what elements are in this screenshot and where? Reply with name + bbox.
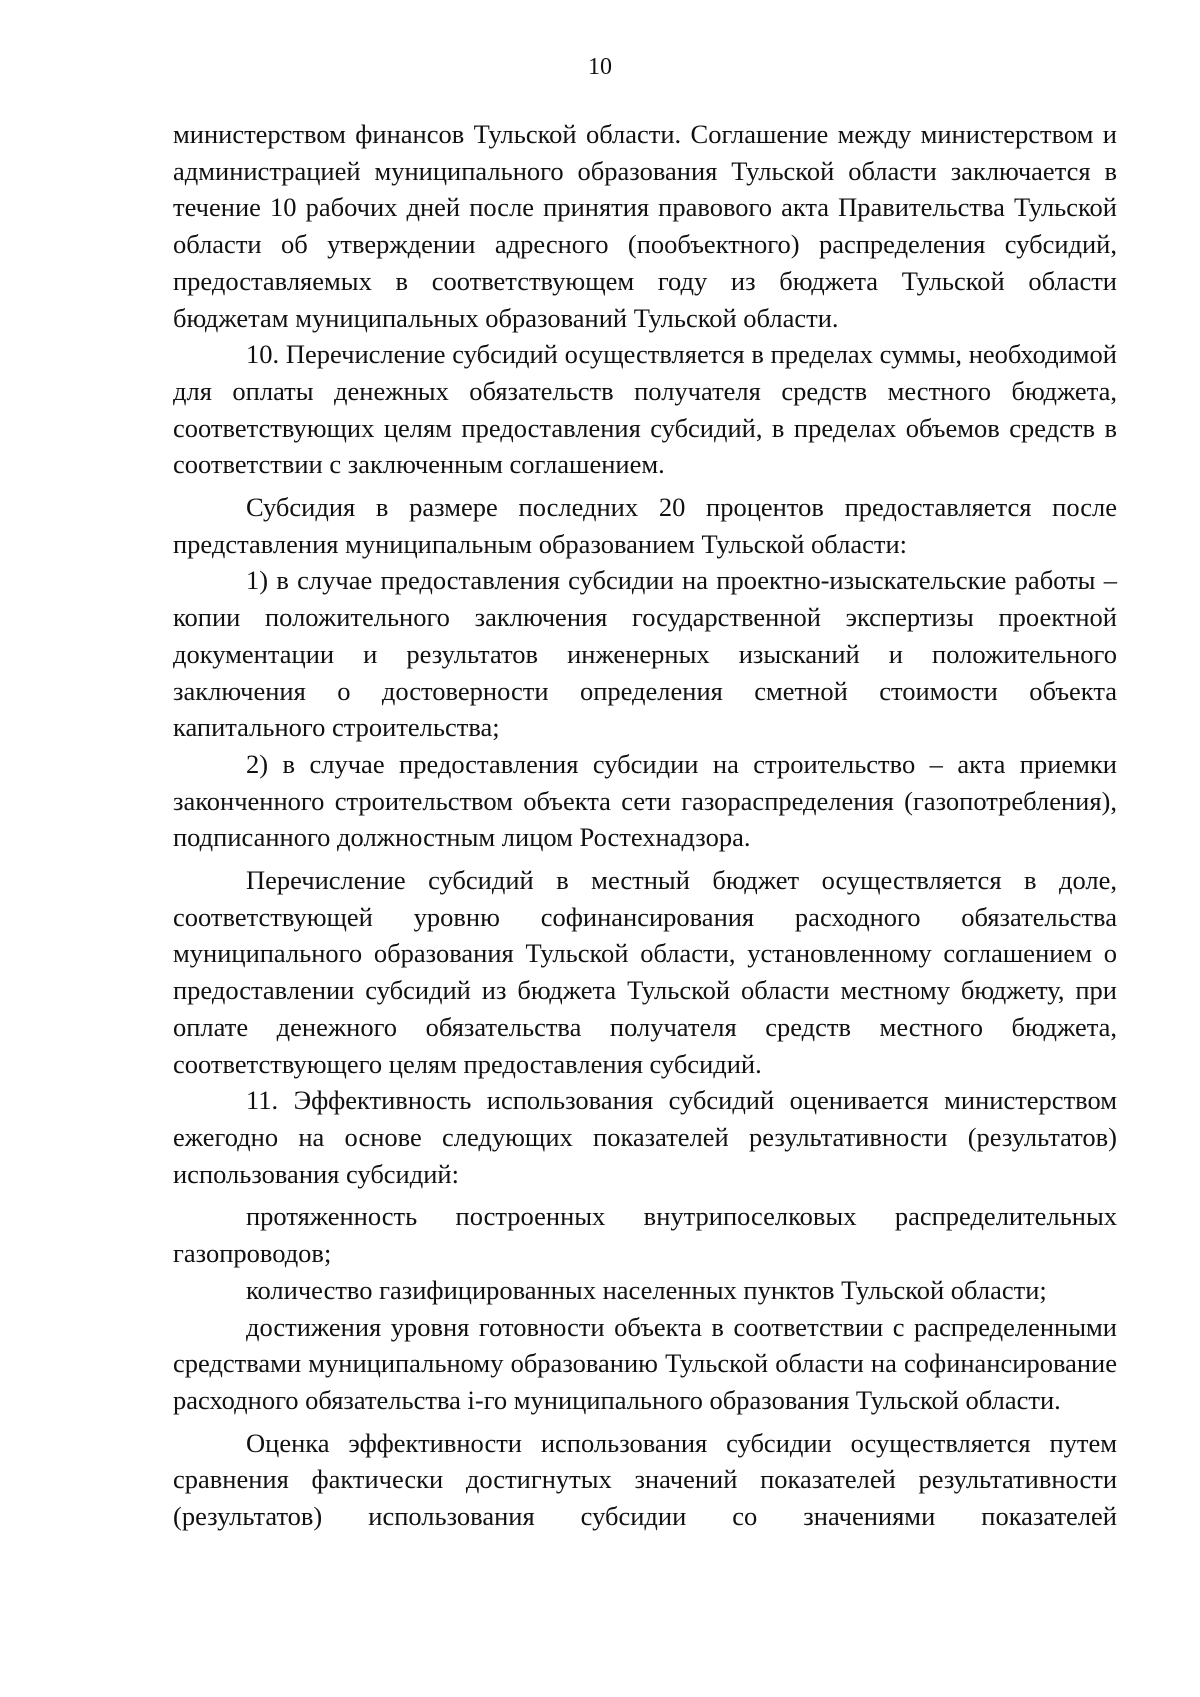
paragraph-item-11: 11. Эффективность использования субсидий оценивается министерством ежегодно на основе следующих показателей результативности (результатов) использования субсидий:	[173, 1085, 1117, 1189]
document-body	[173, 116, 1117, 1535]
paragraph-efficiency-assessment: Оценка эффективности использования субсидии осуществляется путем сравнения фактически достигнутых значений показателей результативности (результатов) использования субсидии со значениями показателей	[173, 1427, 1117, 1532]
paragraph-item-10: 10. Перечисление субсидий осуществляется в пределах суммы, необходимой для оплаты денежных обязательств получателя средств местного бюджета, соответствующих целям предоставления субсидий, в пределах объемов средств в соответствии с заключенным соглашением.	[173, 339, 1117, 480]
paragraph-agreement: министерством финансов Тульской области. Соглашение между министерством и администрацией муниципального образования Тульской области заключается в течение 10 рабочих дней после принятия правового акта Правительства Тульской области об утверждении адресного (пообъектного) распределения субсидий, предоставляемых в соответствующем году из бюджета Тульской области бюджетам муниципальных образований Тульской области.	[173, 119, 1117, 333]
paragraph-subsidy-20-percent: Субсидия в размере последних 20 процентов предоставляется после представления муниципальным образованием Тульской области:	[173, 492, 1117, 559]
paragraph-transfer-share: Перечисление субсидий в местный бюджет осуществляется в доле, соответствующей уровню софинансирования расходного обязательства муниципального образования Тульской области, установленному соглашением о предоставлении субсидий из бюджета Тульской области местному бюджету, при оплате денежного обязательства получателя средств местного бюджета, соответствующего целям предоставления субсидий.	[173, 865, 1117, 1079]
paragraph-indicator-settlements: количество газифицированных населенных пунктов Тульской области;	[246, 1274, 1047, 1305]
page-number: 10	[588, 54, 612, 80]
paragraph-indicator-length: протяженность построенных внутрипоселковых распределительных газопроводов;	[173, 1201, 1117, 1269]
paragraph-subitem-2: 2) в случае предоставления субсидии на строительство – акта приемки законченного строительством объекта сети газораспределения (газопотребления), подписанного должностным лицом Ростехнадзора.	[173, 748, 1117, 853]
paragraph-subitem-1: 1) в случае предоставления субсидии на проектно-изыскательские работы – копии положительного заключения государственной экспертизы проектной документации и результатов инженерных изысканий и положительного заключения о достоверности определения сметной стоимости объекта капитального строительства;	[173, 565, 1117, 743]
paragraph-indicator-readiness: достижения уровня готовности объекта в соответствии с распределенными средствами муниципальному образованию Тульской области на софинансирование расходного обязательства i-го муниципального образования Тульской области.	[173, 1311, 1117, 1415]
